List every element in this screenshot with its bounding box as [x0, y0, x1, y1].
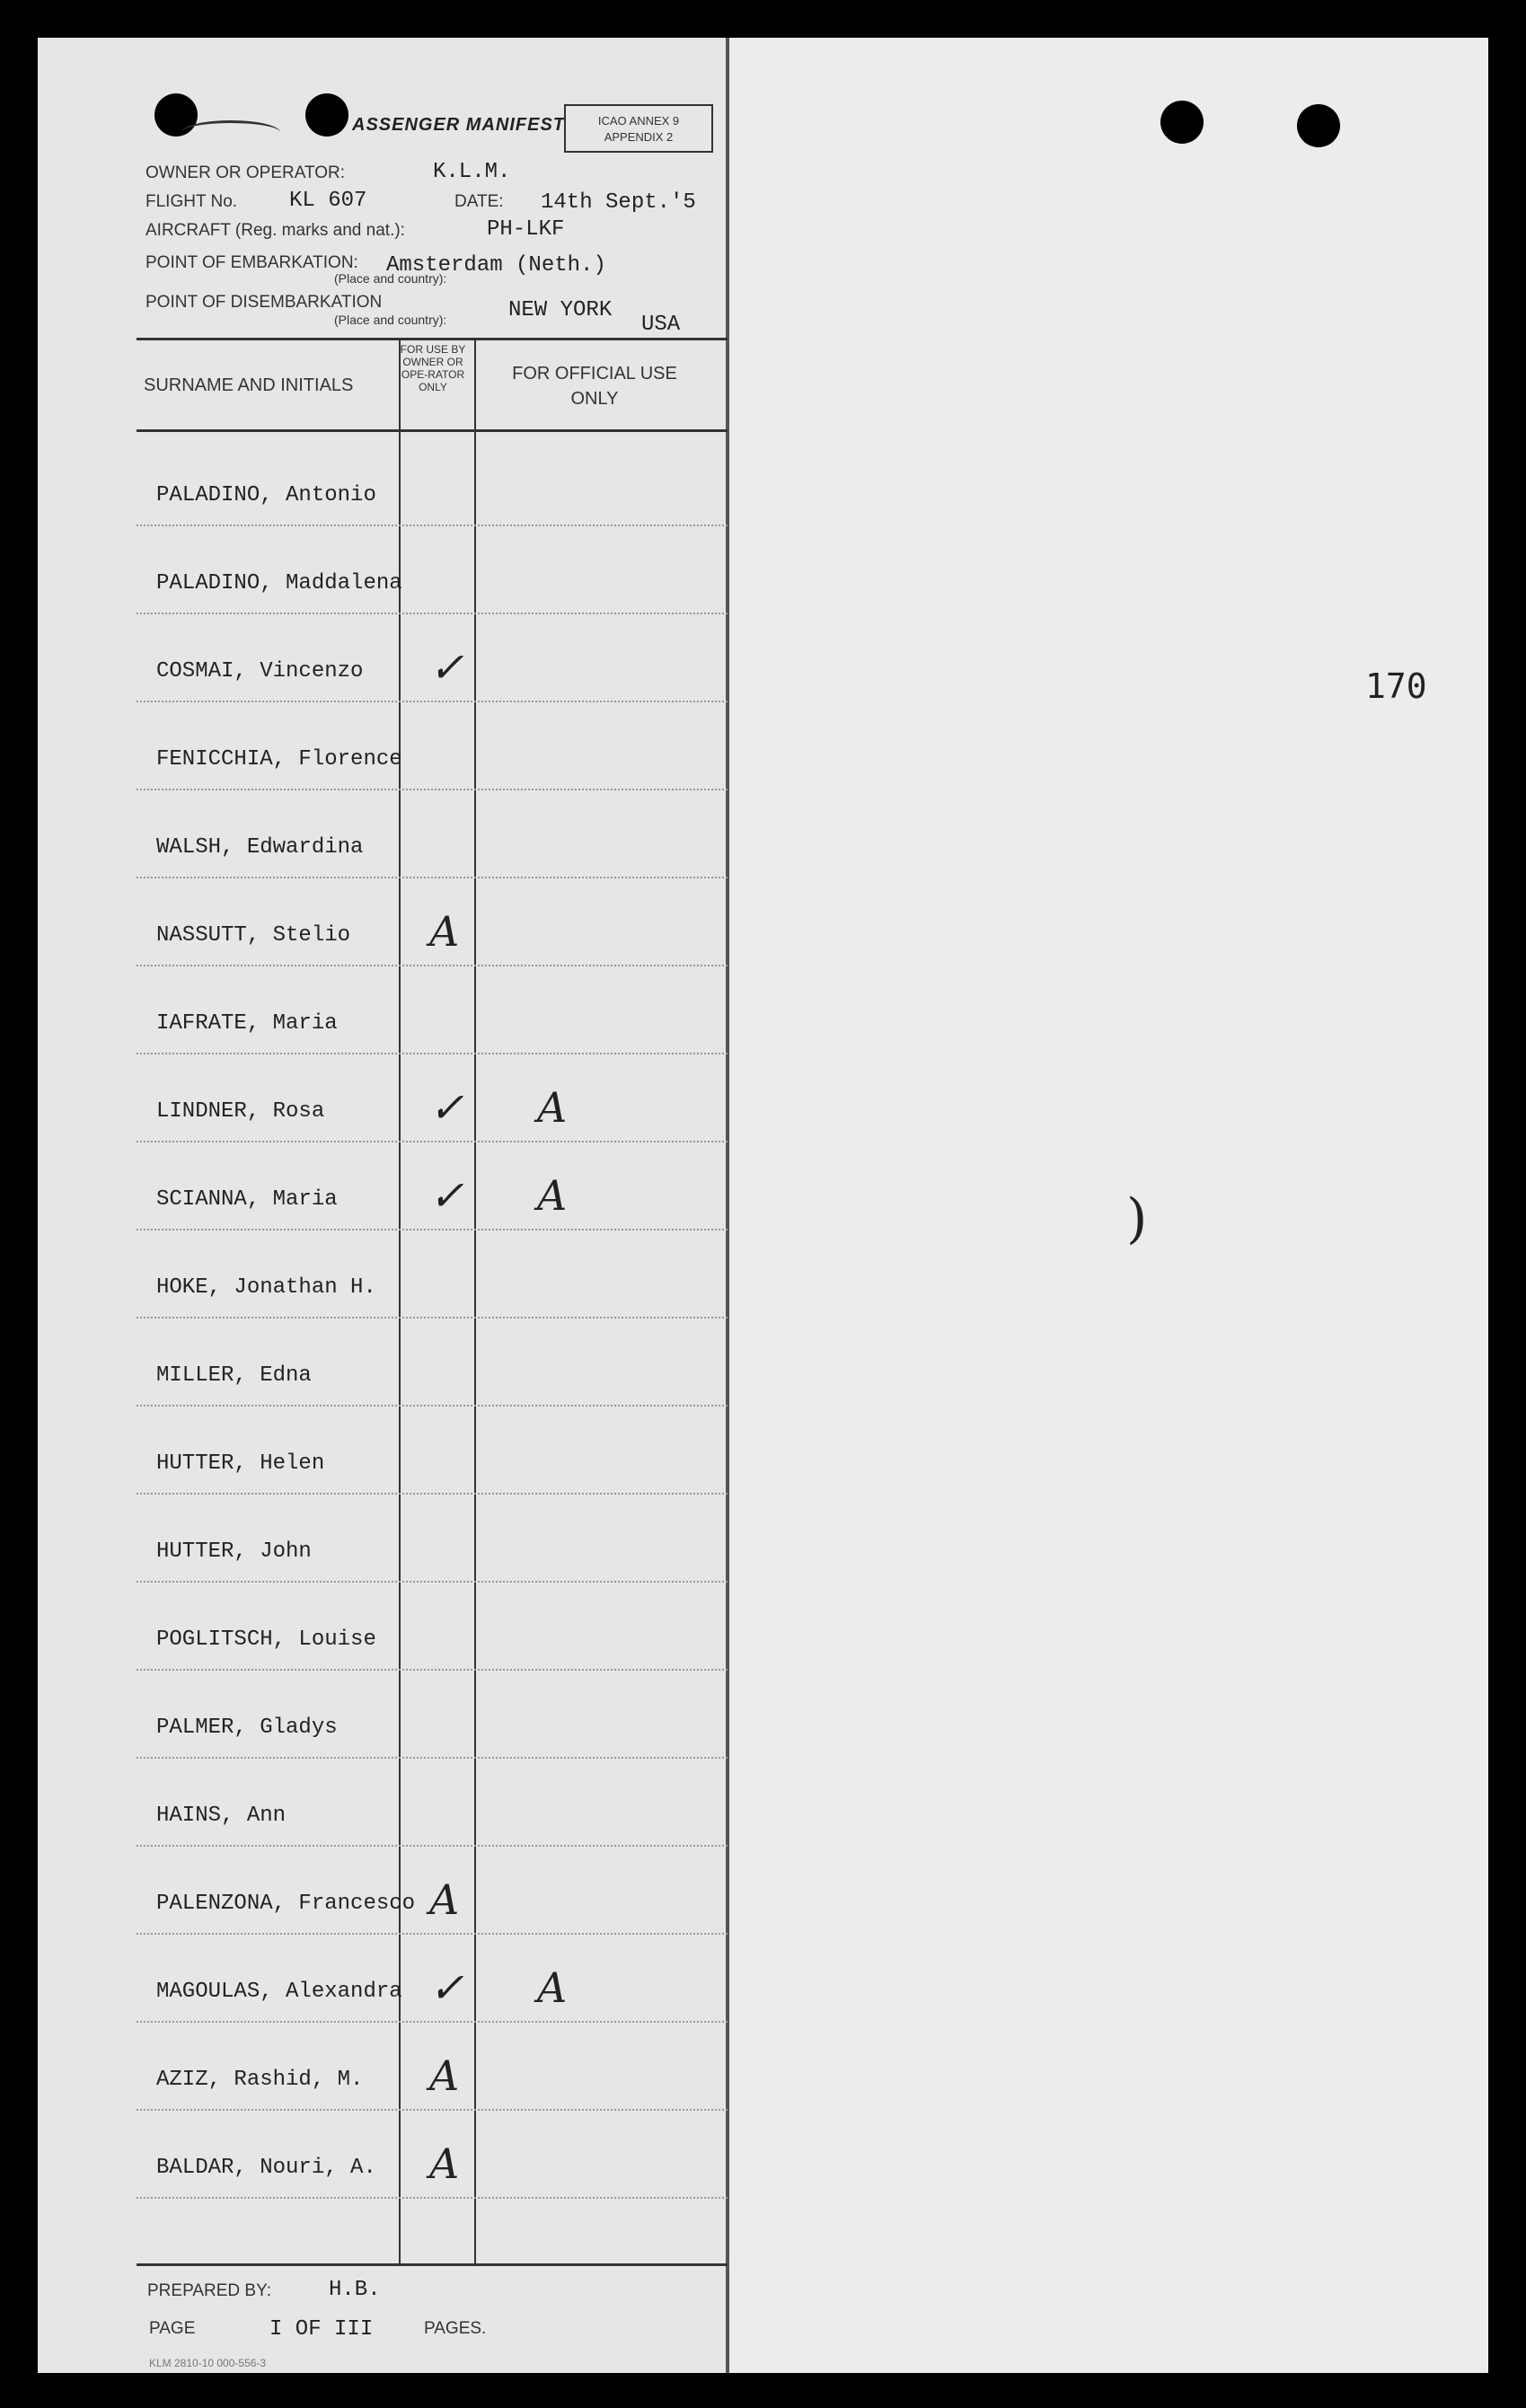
- official-mark: A: [537, 1083, 568, 1132]
- passenger-name: COSMAI, Vincenzo: [156, 659, 364, 684]
- row-separator: [137, 965, 728, 967]
- passenger-name: PALENZONA, Francesco: [156, 1892, 416, 1916]
- header-rule-bottom: [137, 429, 728, 432]
- passenger-name: SCIANNA, Maria: [156, 1187, 338, 1212]
- column-divider: [399, 338, 401, 2263]
- col-official-header: FOR OFFICIAL USE ONLY: [512, 364, 677, 409]
- owner-check-mark: A: [429, 2139, 460, 2188]
- row-separator: [137, 789, 728, 791]
- flight-value: KL 607: [289, 189, 367, 213]
- owner-check-mark: A: [429, 1875, 460, 1924]
- passenger-name: NASSUTT, Stelio: [156, 923, 351, 948]
- margin-mark: ): [1126, 1187, 1148, 1250]
- owner-check-mark: ✓: [429, 1083, 464, 1132]
- row-separator: [137, 1141, 728, 1143]
- passenger-name: PALMER, Gladys: [156, 1716, 338, 1740]
- page-number: 170: [1365, 666, 1427, 706]
- punch-hole: [305, 93, 348, 137]
- passenger-name: BALDAR, Nouri, A.: [156, 2156, 376, 2180]
- row-separator: [137, 1581, 728, 1583]
- passenger-name: PALADINO, Maddalena: [156, 571, 402, 595]
- date-value: 14th Sept.'5: [541, 190, 696, 215]
- passenger-name: AZIZ, Rashid, M.: [156, 2068, 364, 2092]
- punch-hole: [1160, 101, 1204, 144]
- owner-value: K.L.M.: [433, 160, 511, 184]
- row-separator: [137, 1229, 728, 1231]
- aircraft-label: AIRCRAFT (Reg. marks and nat.):: [146, 221, 405, 240]
- embarkation-value: Amsterdam (Neth.): [386, 253, 606, 278]
- passenger-name: HUTTER, Helen: [156, 1451, 325, 1476]
- embarkation-label: POINT OF EMBARKATION:: [146, 253, 358, 272]
- col-owner-header: FOR USE BY OWNER OR OPE-RATOR ONLY: [400, 343, 466, 393]
- row-separator: [137, 1933, 728, 1936]
- passenger-name: HOKE, Jonathan H.: [156, 1275, 376, 1300]
- passenger-name: MILLER, Edna: [156, 1363, 312, 1388]
- page-label: PAGE: [149, 2319, 196, 2338]
- row-separator: [137, 1493, 728, 1495]
- passenger-name: POGLITSCH, Louise: [156, 1627, 376, 1652]
- prepared-label: PREPARED BY:: [147, 2281, 271, 2300]
- passenger-name: FENICCHIA, Florence: [156, 747, 402, 772]
- passenger-name: HUTTER, John: [156, 1539, 312, 1564]
- annex-line-2: APPENDIX 2: [604, 130, 674, 144]
- passenger-name: HAINS, Ann: [156, 1804, 287, 1828]
- owner-check-mark: A: [429, 2051, 460, 2100]
- passenger-name: IAFRATE, Maria: [156, 1011, 338, 1036]
- disembarkation-label: POINT OF DISEMBARKATION: [146, 293, 383, 312]
- row-separator: [137, 877, 728, 879]
- row-separator: [137, 613, 728, 615]
- row-separator: [137, 1317, 728, 1319]
- col-surname-header: SURNAME AND INITIALS: [144, 375, 354, 395]
- disembarkation-country: USA: [641, 313, 681, 337]
- owner-check-mark: ✓: [429, 1171, 464, 1220]
- flight-label: FLIGHT No.: [146, 192, 238, 211]
- annex-line-1: ICAO ANNEX 9: [597, 114, 680, 128]
- owner-check-mark: ✓: [429, 643, 464, 692]
- row-separator: [137, 1053, 728, 1055]
- passenger-name: PALADINO, Antonio: [156, 483, 376, 507]
- aircraft-value: PH-LKF: [487, 217, 565, 242]
- column-divider: [474, 338, 476, 2263]
- passenger-name: WALSH, Edwardina: [156, 835, 364, 860]
- pages-label: PAGES.: [424, 2319, 487, 2338]
- row-separator: [137, 1757, 728, 1760]
- manifest-page: [38, 38, 1488, 2373]
- row-separator: [137, 2197, 728, 2200]
- form-code: KLM 2810-10 000-556-3: [149, 2357, 267, 2369]
- row-separator: [137, 525, 728, 527]
- passenger-name: MAGOULAS, Alexandra: [156, 1980, 402, 2004]
- airline-logo-icon: [181, 120, 280, 145]
- footer-rule: [137, 2263, 728, 2266]
- embarkation-sublabel: (Place and country):: [334, 271, 447, 286]
- punch-hole: [1297, 104, 1340, 147]
- disembarkation-value: NEW YORK: [508, 298, 613, 322]
- header-rule-top: [137, 338, 728, 340]
- row-separator: [137, 2021, 728, 2024]
- disembarkation-sublabel: (Place and country):: [334, 313, 447, 327]
- icao-annex-box: [564, 104, 713, 153]
- prepared-value: H.B.: [329, 2278, 381, 2302]
- row-separator: [137, 1669, 728, 1671]
- row-separator: [137, 2109, 728, 2112]
- page-value: I OF III: [269, 2317, 374, 2342]
- row-separator: [137, 1845, 728, 1848]
- owner-check-mark: A: [429, 907, 460, 956]
- form-title: ASSENGER MANIFEST: [352, 115, 566, 135]
- passenger-name: LINDNER, Rosa: [156, 1099, 325, 1124]
- owner-check-mark: ✓: [429, 1963, 464, 2012]
- date-label: DATE:: [454, 192, 504, 211]
- official-mark: A: [537, 1171, 568, 1220]
- row-separator: [137, 1405, 728, 1407]
- row-separator: [137, 701, 728, 703]
- official-mark: A: [537, 1963, 568, 2012]
- owner-label: OWNER OR OPERATOR:: [146, 163, 346, 182]
